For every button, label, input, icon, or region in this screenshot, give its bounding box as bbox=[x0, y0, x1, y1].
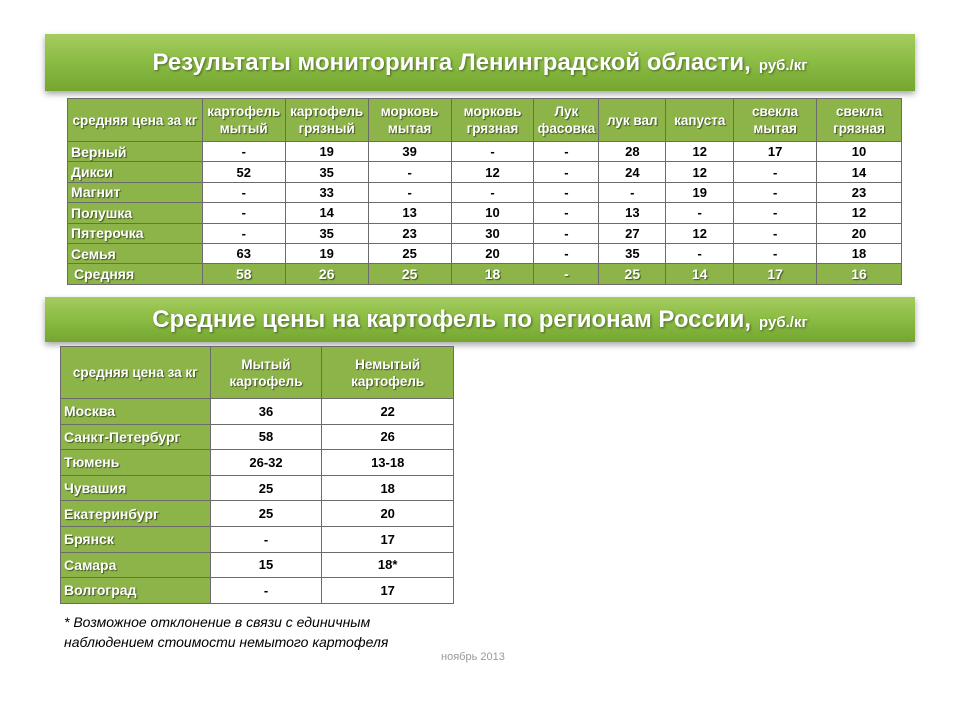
price-cell: 25 bbox=[210, 501, 322, 527]
header-cell: капуста bbox=[666, 99, 734, 142]
price-cell: 12 bbox=[817, 203, 902, 223]
table-header-row bbox=[68, 99, 902, 142]
table-row bbox=[61, 424, 454, 450]
price-cell: - bbox=[666, 243, 734, 263]
price-cell: 24 bbox=[599, 162, 666, 182]
row-store-name: Магнит bbox=[68, 182, 203, 202]
price-cell: 14 bbox=[285, 203, 368, 223]
average-cell: 17 bbox=[734, 264, 817, 284]
row-region-name: Волгоград bbox=[61, 578, 211, 604]
price-cell: 18* bbox=[322, 552, 454, 578]
row-store-name: Пятерочка bbox=[68, 223, 203, 243]
average-row bbox=[68, 264, 902, 284]
price-cell: 33 bbox=[285, 182, 368, 202]
price-cell: - bbox=[534, 142, 599, 162]
average-cell: 26 bbox=[285, 264, 368, 284]
row-store-name: Семья bbox=[68, 243, 203, 263]
monitoring-title-unit: руб./кг bbox=[758, 57, 808, 74]
monitoring-title: Результаты мониторинга Ленинградской области, bbox=[152, 48, 751, 76]
header-cell: Лук фасовка bbox=[534, 99, 599, 142]
row-region-name: Брянск bbox=[61, 526, 211, 552]
price-cell: 19 bbox=[285, 243, 368, 263]
price-cell: 14 bbox=[817, 162, 902, 182]
row-store-name: Дикси bbox=[68, 162, 203, 182]
price-cell: - bbox=[599, 182, 666, 202]
price-cell: 23 bbox=[817, 182, 902, 202]
row-region-name: Санкт-Петербург bbox=[61, 424, 211, 450]
price-cell: - bbox=[451, 182, 534, 202]
price-cell: 13-18 bbox=[322, 450, 454, 476]
table-row bbox=[68, 182, 902, 202]
price-cell: - bbox=[534, 223, 599, 243]
price-cell: 25 bbox=[210, 475, 322, 501]
price-cell: 18 bbox=[817, 243, 902, 263]
row-region-name: Чувашия bbox=[61, 475, 211, 501]
table-row bbox=[68, 203, 902, 223]
price-cell: 28 bbox=[599, 142, 666, 162]
regions-title-banner bbox=[45, 297, 915, 342]
price-cell: 35 bbox=[599, 243, 666, 263]
price-cell: 36 bbox=[210, 399, 322, 425]
price-cell: 15 bbox=[210, 552, 322, 578]
row-store-name: Полушка bbox=[68, 203, 203, 223]
price-cell: - bbox=[666, 203, 734, 223]
row-region-name: Самара bbox=[61, 552, 211, 578]
header-cell: лук вал bbox=[599, 99, 666, 142]
average-cell: 14 bbox=[666, 264, 734, 284]
price-cell: - bbox=[210, 578, 322, 604]
table-row bbox=[68, 243, 902, 263]
price-cell: - bbox=[202, 203, 285, 223]
price-cell: - bbox=[202, 182, 285, 202]
header-cell: Мытый картофель bbox=[210, 347, 322, 399]
table-row bbox=[61, 475, 454, 501]
price-cell: - bbox=[534, 162, 599, 182]
date-label: ноябрь 2013 bbox=[441, 651, 505, 663]
header-cell: картофель грязный bbox=[285, 99, 368, 142]
price-cell: 17 bbox=[322, 526, 454, 552]
header-cell: средняя цена за кг bbox=[68, 99, 203, 142]
price-cell: 12 bbox=[451, 162, 534, 182]
header-cell: Немытый картофель bbox=[322, 347, 454, 399]
row-region-name: Москва bbox=[61, 399, 211, 425]
average-cell: - bbox=[534, 264, 599, 284]
price-cell: 12 bbox=[666, 142, 734, 162]
footnote: * Возможное отклонение в связи с единичным наблюдением стоимости немытого картофеля bbox=[64, 614, 389, 650]
price-cell: 18 bbox=[322, 475, 454, 501]
price-cell: 20 bbox=[451, 243, 534, 263]
price-cell: - bbox=[534, 243, 599, 263]
header-cell: средняя цена за кг bbox=[61, 347, 211, 399]
row-region-name: Екатеринбург bbox=[61, 501, 211, 527]
header-cell: морковь грязная bbox=[451, 99, 534, 142]
price-cell: 52 bbox=[202, 162, 285, 182]
price-cell: 39 bbox=[368, 142, 451, 162]
price-cell: - bbox=[734, 243, 817, 263]
average-cell: 16 bbox=[817, 264, 902, 284]
price-cell: - bbox=[368, 162, 451, 182]
price-cell: 19 bbox=[666, 182, 734, 202]
price-cell: - bbox=[534, 203, 599, 223]
price-cell: - bbox=[734, 162, 817, 182]
regions-title-unit: руб./кг bbox=[759, 314, 808, 331]
price-cell: 26 bbox=[322, 424, 454, 450]
price-cell: 20 bbox=[322, 501, 454, 527]
price-cell: 17 bbox=[734, 142, 817, 162]
price-cell: 27 bbox=[599, 223, 666, 243]
table-row bbox=[68, 142, 902, 162]
table-row bbox=[61, 450, 454, 476]
price-cell: - bbox=[734, 182, 817, 202]
price-cell: 12 bbox=[666, 162, 734, 182]
header-cell: морковь мытая bbox=[368, 99, 451, 142]
price-cell: - bbox=[202, 223, 285, 243]
price-cell: - bbox=[210, 526, 322, 552]
row-store-name: Верный bbox=[68, 142, 203, 162]
average-row-label: Средняя bbox=[68, 264, 203, 284]
price-cell: - bbox=[368, 182, 451, 202]
table-row bbox=[61, 578, 454, 604]
price-cell: 58 bbox=[210, 424, 322, 450]
header-cell: картофель мытый bbox=[202, 99, 285, 142]
price-cell: - bbox=[734, 223, 817, 243]
price-cell: 63 bbox=[202, 243, 285, 263]
price-cell: 35 bbox=[285, 223, 368, 243]
price-cell: 22 bbox=[322, 399, 454, 425]
price-cell: 13 bbox=[368, 203, 451, 223]
price-cell: 23 bbox=[368, 223, 451, 243]
price-cell: - bbox=[202, 142, 285, 162]
header-cell: свекла грязная bbox=[817, 99, 902, 142]
average-cell: 25 bbox=[599, 264, 666, 284]
table-row bbox=[61, 501, 454, 527]
regions-title: Средние цены на картофель по регионам России, bbox=[152, 305, 752, 333]
table-row bbox=[68, 162, 902, 182]
row-region-name: Тюмень bbox=[61, 450, 211, 476]
table-row bbox=[61, 526, 454, 552]
price-cell: 19 bbox=[285, 142, 368, 162]
regional-potato-prices-table bbox=[60, 346, 454, 604]
table-row bbox=[61, 552, 454, 578]
price-cell: 20 bbox=[817, 223, 902, 243]
table-row bbox=[68, 223, 902, 243]
average-cell: 18 bbox=[451, 264, 534, 284]
price-cell: - bbox=[734, 203, 817, 223]
price-cell: 12 bbox=[666, 223, 734, 243]
price-cell: 13 bbox=[599, 203, 666, 223]
average-cell: 25 bbox=[368, 264, 451, 284]
header-cell: свекла мытая bbox=[734, 99, 817, 142]
price-cell: 25 bbox=[368, 243, 451, 263]
leningrad-prices-table bbox=[67, 98, 902, 285]
price-cell: - bbox=[534, 182, 599, 202]
table-header-row bbox=[61, 347, 454, 399]
average-cell: 58 bbox=[202, 264, 285, 284]
price-cell: - bbox=[451, 142, 534, 162]
price-cell: 10 bbox=[817, 142, 902, 162]
price-cell: 17 bbox=[322, 578, 454, 604]
table-row bbox=[61, 399, 454, 425]
price-cell: 35 bbox=[285, 162, 368, 182]
monitoring-title-banner bbox=[45, 34, 915, 91]
price-cell: 30 bbox=[451, 223, 534, 243]
price-cell: 10 bbox=[451, 203, 534, 223]
price-cell: 26-32 bbox=[210, 450, 322, 476]
